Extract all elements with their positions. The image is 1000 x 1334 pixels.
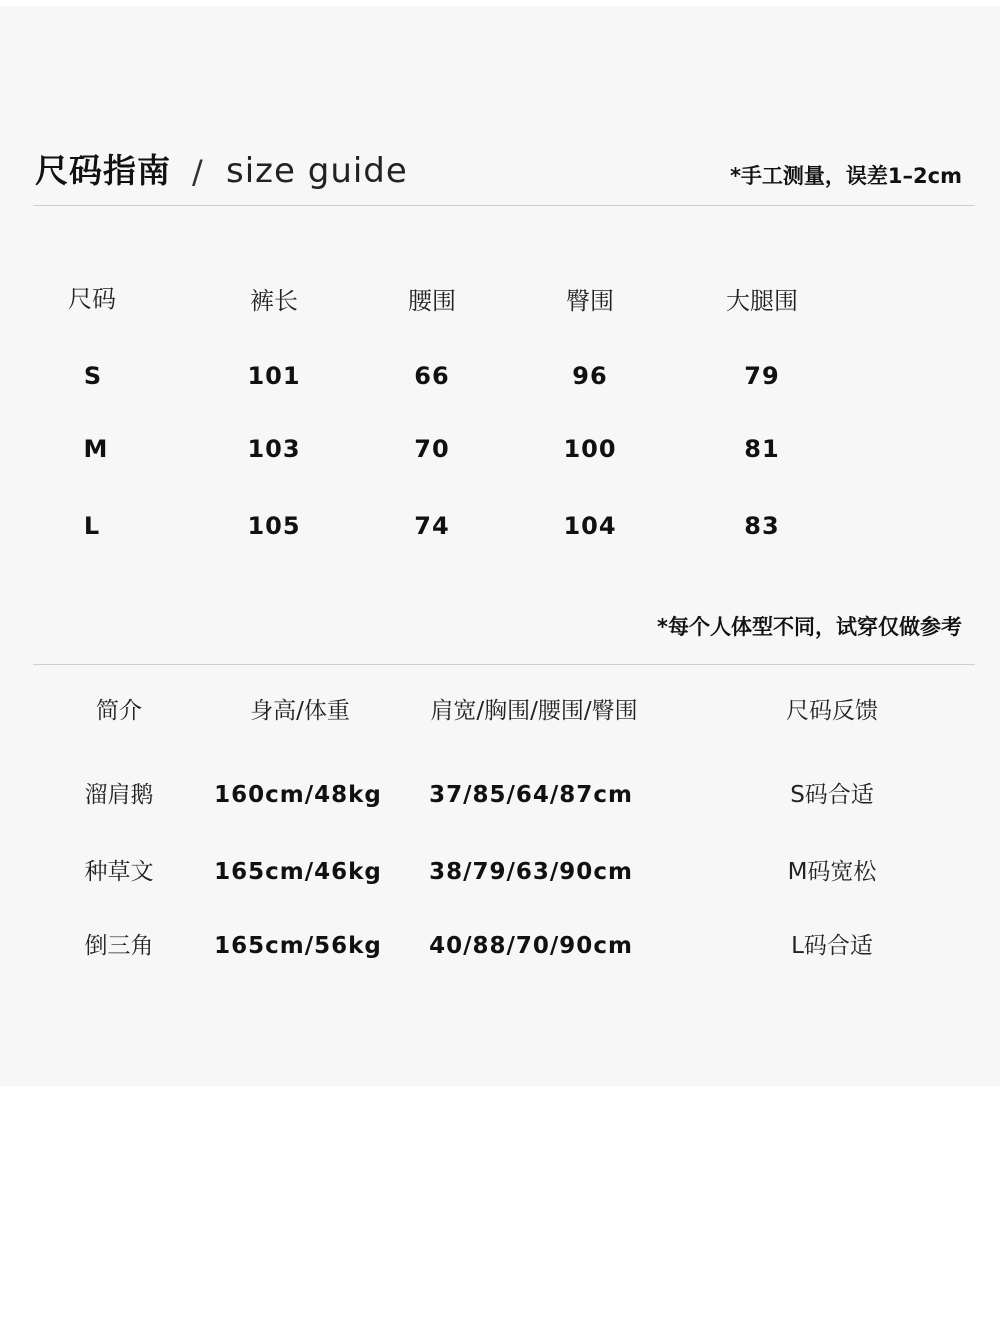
hip-value: 104 [563, 512, 617, 540]
size-feedback-value: L码合适 [791, 933, 873, 959]
profile-name: 倒三角 [84, 933, 154, 959]
profile-name: 溜肩鹅 [84, 782, 154, 808]
waist-value: 66 [414, 362, 450, 390]
pants-length-value: 103 [247, 435, 301, 463]
waist-value: 70 [414, 435, 450, 463]
thigh-value: 81 [744, 435, 780, 463]
measurement-note: *手工测量，误差1–2cm [729, 164, 962, 188]
height-weight-value: 165cm/46kg [214, 859, 382, 885]
measurements-value: 38/79/63/90cm [429, 859, 633, 885]
thigh-value: 79 [744, 362, 780, 390]
header-hip: 臀围 [566, 287, 614, 315]
title-separator: / [192, 153, 203, 191]
header-waist: 腰围 [408, 287, 456, 315]
size-label: S [83, 362, 103, 390]
height-weight-value: 160cm/48kg [214, 782, 382, 808]
header-measurements: 肩宽/胸围/腰围/臀围 [430, 698, 638, 724]
size-feedback-value: S码合适 [790, 782, 874, 808]
size-feedback-value: M码宽松 [787, 859, 877, 885]
thigh-value: 83 [744, 512, 780, 540]
section-divider [33, 664, 975, 665]
header-profile: 简介 [96, 698, 142, 724]
header-pants-length: 裤长 [250, 287, 298, 315]
pants-length-value: 101 [247, 362, 301, 390]
fit-disclaimer: *每个人体型不同，试穿仅做参考 [657, 615, 962, 639]
hip-value: 100 [563, 435, 617, 463]
header-size: 尺码 [68, 285, 116, 313]
size-label: M [83, 435, 109, 463]
hip-value: 96 [572, 362, 608, 390]
header-size-feedback: 尺码反馈 [786, 698, 878, 724]
size-label: L [83, 512, 101, 540]
measurements-value: 40/88/70/90cm [429, 933, 633, 959]
header-height-weight: 身高/体重 [250, 698, 350, 724]
pants-length-value: 105 [247, 512, 301, 540]
header-divider [33, 205, 975, 206]
profile-name: 种草文 [84, 859, 154, 885]
page-title-cn: 尺码指南 [35, 151, 171, 190]
waist-value: 74 [414, 512, 450, 540]
header-thigh: 大腿围 [726, 287, 798, 315]
page-title-en: size guide [226, 151, 408, 191]
measurements-value: 37/85/64/87cm [429, 782, 633, 808]
height-weight-value: 165cm/56kg [214, 933, 382, 959]
